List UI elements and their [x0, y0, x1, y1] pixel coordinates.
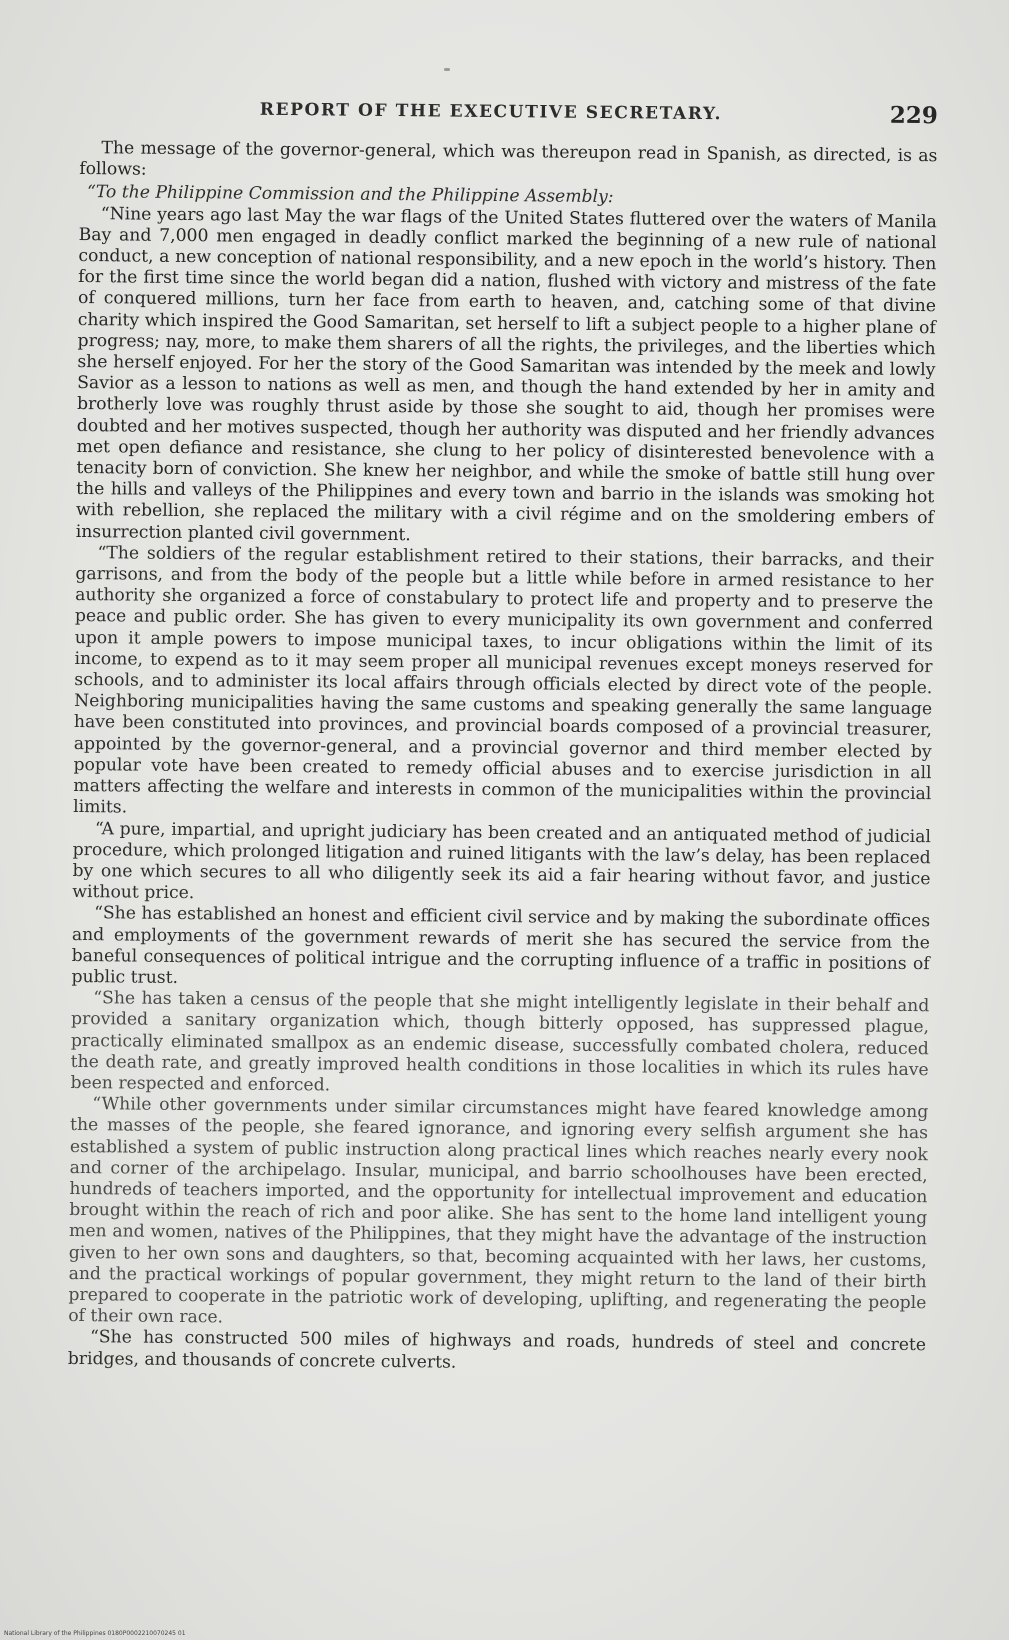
body-paragraph: “She has established an honest and efficient civil service and by making the subordinate offices and employments of the government rewards of merit she has secured the service from the baneful consequences of political intrigue and the corrupting influence of a traffic in positions of public trust. — [71, 903, 931, 988]
body-paragraph: “She has constructed 500 miles of highways and roads, hundreds of steel and concrete bridges, and thousands of concrete culverts. — [67, 1327, 927, 1373]
text-block — [68, 92, 938, 1378]
running-title: REPORT OF THE EXECUTIVE SECRETARY. — [259, 99, 723, 125]
scan-mark — [444, 68, 450, 71]
intro-paragraph: The message of the governor-general, which was thereupon read in Spanish, as directed, is as follows: — [79, 138, 938, 180]
address-line: “To the Philippine Commission and the Philippine Assembly: — [86, 182, 614, 208]
body-paragraph: “She has taken a census of the people that she might intelligently legislate in their behalf and provided a sanitary organization which, though bitterly opposed, has suppressed plague, practically eliminated smallpox as an endemic disease, successfully combated cholera, reduced the death rate, and greatly improved health conditions in those localities in which its rules have been respected and enforced. — [70, 988, 930, 1096]
page-number: 229 — [889, 101, 938, 130]
archive-footer: National Library of the Philippines 0180P0002210070245 01 — [4, 1630, 186, 1637]
body-paragraph: “Nine years ago last May the war flags of the United States fluttered over the waters of Manila Bay and 7,000 men engaged in deadly conflict marked the beginning of a new rule of national conduct, a new conception of national responsibility, and a new epoch in the world’s history. Then for the first time since the world began did a nation, flushed with victory and mistress of the fate of conquered millions, turn her face from earth to heaven, and, catching some of that divine charity which inspired the Good Samaritan, set herself to lift a subject people to a higher plane of progress; nay, more, to make them sharers of all the rights, the privileges, and the liberties which she herself enjoyed. For her the story of the Good Samaritan was intended by the meek and lowly Savior as a lesson to nations as well as men, and though the hand extended by her in amity and brotherly love was roughly thrust aside by those she sought to aid, though her promises were doubted and her motives suspected, though her authority was disputed and her friendly advances met open defiance and resistance, she clung to her policy of disinterested benevolence with a tenacity born of conviction. She knew her neighbor, and while the smoke of battle still hung over the hills and valleys of the Philippines and every town and barrio in the islands was smoking hot with rebellion, she replaced the military with a civil régime and on the smoldering embers of insurrection planted civil government. — [75, 203, 937, 545]
body-paragraph: “While other governments under similar circumstances might have feared knowledge among the masses of the people, she feared ignorance, and ignoring every selfish argument she has established a system of public instruction along practical lines which reaches nearly every nook and corner of the archipelago. Insular, municipal, and barrio schoolhouses have been erected, hundreds of teachers imported, and the opportunity for intellectual improvement and education brought within the reach of rich and poor alike. She has sent to the home land intelligent young men and women, natives of the Philippines, that they might have the advantage of the instruction given to her own sons and daughters, so that, becoming acquainted with her laws, her customs, and the practical workings of popular government, they might return to the land of their birth prepared to cooperate in the patriotic work of developing, uplifting, and regenerating the people of their own race. — [68, 1094, 929, 1328]
body-paragraph: “A pure, impartial, and upright judiciary has been created and an antiquated method of judicial procedure, which prolonged litigation and ruined litigants with the law’s delay, has been replaced by one which secures to all who diligently seek its aid a fair hearing without favor, and justice without price. — [72, 818, 931, 904]
page-header — [80, 92, 938, 146]
body-paragraph: “The soldiers of the regular establishment retired to their stations, their barracks, and their garrisons, and from the body of the people but a little while before in armed resistance to her authority she organized a force of constabulary to protect life and property and to preserve the peace and public order. She has given to every municipality its own government and conferred upon it ample powers to impose municipal taxes, to incur obligations within the limit of its income, to expend as to it may seem proper all municipal revenues except moneys reserved for schools, and to administer its local affairs through officials elected by direct vote of the people. Neighboring municipalities having the same customs and speaking generally the same language have been constituted into provinces, and provincial boards composed of a provincial treasurer, appointed by the governor-general, and a provincial governor and third member elected by popular vote have been created to remedy official abuses and to exercise jurisdiction in all matters affecting the welfare and interests in common of the municipalities within the provincial limits. — [73, 543, 934, 818]
